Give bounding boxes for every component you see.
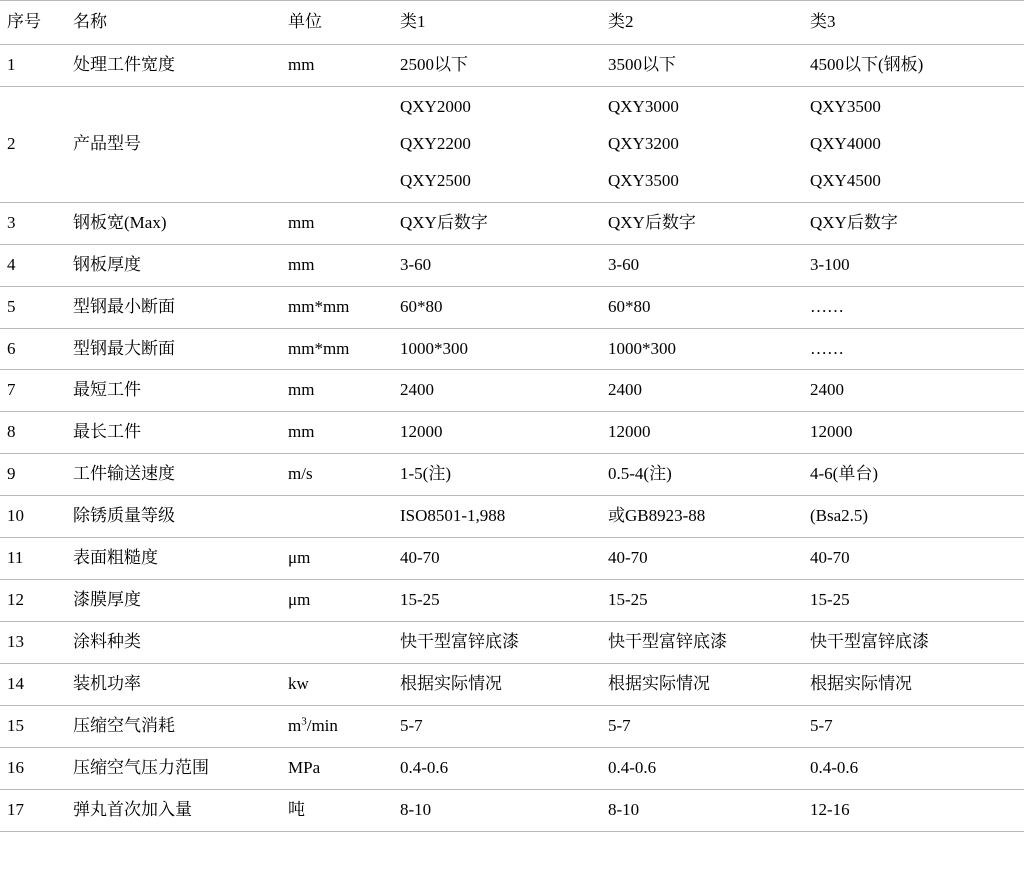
row-value-class3: 快干型富锌底漆 — [803, 622, 1024, 664]
row-name: 压缩空气压力范围 — [66, 747, 281, 789]
table-row — [0, 286, 1024, 328]
row-value-class2: 2400 — [601, 370, 803, 412]
row-value-class1: 8-10 — [393, 789, 601, 831]
row-value-class2: 0.4-0.6 — [601, 747, 803, 789]
row-unit: mm*mm — [281, 286, 393, 328]
row-unit: μm — [281, 580, 393, 622]
row-name: 工件输送速度 — [66, 454, 281, 496]
row-unit: mm — [281, 244, 393, 286]
row-value-class3: 4-6(单台) — [803, 454, 1024, 496]
row-no: 6 — [0, 328, 66, 370]
row-unit — [281, 86, 393, 202]
row-no: 17 — [0, 789, 66, 831]
model-item: QXY3000 — [608, 96, 679, 116]
row-value-class2 — [601, 86, 803, 202]
row-value-class1: 2500以下 — [393, 44, 601, 86]
row-value-class3 — [803, 86, 1024, 202]
table-row — [0, 747, 1024, 789]
row-value-class1: 0.4-0.6 — [393, 747, 601, 789]
row-unit: 吨 — [281, 789, 393, 831]
row-value-class3: …… — [803, 286, 1024, 328]
table-row — [0, 496, 1024, 538]
row-value-class2: 快干型富锌底漆 — [601, 622, 803, 664]
row-value-class1: QXY后数字 — [393, 202, 601, 244]
table-row — [0, 622, 1024, 664]
row-name: 表面粗糙度 — [66, 538, 281, 580]
row-value-class2: 40-70 — [601, 538, 803, 580]
row-value-class1: 5-7 — [393, 705, 601, 747]
row-unit: m/s — [281, 454, 393, 496]
table-row — [0, 244, 1024, 286]
row-value-class1: 12000 — [393, 412, 601, 454]
row-unit: MPa — [281, 747, 393, 789]
model-item: QXY2500 — [400, 170, 471, 190]
row-name: 弹丸首次加入量 — [66, 789, 281, 831]
row-value-class2: 3-60 — [601, 244, 803, 286]
row-name: 压缩空气消耗 — [66, 705, 281, 747]
row-value-class1: 60*80 — [393, 286, 601, 328]
row-value-class1: 3-60 — [393, 244, 601, 286]
row-value-class3: …… — [803, 328, 1024, 370]
table-row — [0, 370, 1024, 412]
row-name: 钢板厚度 — [66, 244, 281, 286]
row-no: 7 — [0, 370, 66, 412]
model-item: QXY3200 — [608, 133, 679, 153]
row-no: 2 — [0, 86, 66, 202]
column-header-name: 名称 — [66, 1, 281, 45]
row-value-class1: ISO8501-1,988 — [393, 496, 601, 538]
model-item: QXY4000 — [810, 133, 881, 153]
row-no: 11 — [0, 538, 66, 580]
row-value-class2: 或GB8923-88 — [601, 496, 803, 538]
row-value-class1: 根据实际情况 — [393, 664, 601, 706]
row-no: 10 — [0, 496, 66, 538]
row-value-class3: QXY后数字 — [803, 202, 1024, 244]
table-row — [0, 664, 1024, 706]
row-no: 12 — [0, 580, 66, 622]
table-row — [0, 580, 1024, 622]
row-value-class1 — [393, 86, 601, 202]
row-unit: mm — [281, 412, 393, 454]
row-name: 钢板宽(Max) — [66, 202, 281, 244]
table-row — [0, 86, 1024, 202]
column-header-class2: 类2 — [601, 1, 803, 45]
row-value-class3: 12-16 — [803, 789, 1024, 831]
table-row — [0, 412, 1024, 454]
column-header-no: 序号 — [0, 1, 66, 45]
row-name: 最长工件 — [66, 412, 281, 454]
row-name: 涂料种类 — [66, 622, 281, 664]
table-header-row — [0, 1, 1024, 45]
row-value-class1: 快干型富锌底漆 — [393, 622, 601, 664]
row-unit: mm*mm — [281, 328, 393, 370]
row-value-class3: 12000 — [803, 412, 1024, 454]
model-item: QXY2000 — [400, 96, 471, 116]
row-value-class3: 4500以下(钢板) — [803, 44, 1024, 86]
row-value-class3: 5-7 — [803, 705, 1024, 747]
row-no: 13 — [0, 622, 66, 664]
row-name: 除锈质量等级 — [66, 496, 281, 538]
table-row — [0, 705, 1024, 747]
row-value-class2: 8-10 — [601, 789, 803, 831]
row-name: 型钢最小断面 — [66, 286, 281, 328]
table-row — [0, 44, 1024, 86]
row-value-class2: 3500以下 — [601, 44, 803, 86]
row-value-class2: 根据实际情况 — [601, 664, 803, 706]
row-name: 最短工件 — [66, 370, 281, 412]
row-unit: mm — [281, 44, 393, 86]
row-unit: μm — [281, 538, 393, 580]
table-row — [0, 789, 1024, 831]
model-item: QXY3500 — [608, 170, 679, 190]
row-name: 装机功率 — [66, 664, 281, 706]
table-row — [0, 202, 1024, 244]
row-no: 3 — [0, 202, 66, 244]
row-value-class2: 5-7 — [601, 705, 803, 747]
row-value-class2: 1000*300 — [601, 328, 803, 370]
row-no: 16 — [0, 747, 66, 789]
column-header-class3: 类3 — [803, 1, 1024, 45]
row-value-class2: 15-25 — [601, 580, 803, 622]
row-value-class3: 3-100 — [803, 244, 1024, 286]
row-value-class3: 15-25 — [803, 580, 1024, 622]
row-value-class2: 12000 — [601, 412, 803, 454]
row-unit — [281, 622, 393, 664]
row-name: 漆膜厚度 — [66, 580, 281, 622]
table-row — [0, 454, 1024, 496]
row-value-class3: 0.4-0.6 — [803, 747, 1024, 789]
row-value-class2: 0.5-4(注) — [601, 454, 803, 496]
row-unit — [281, 705, 393, 747]
unit-tail: /min — [306, 715, 338, 735]
table-row — [0, 538, 1024, 580]
row-no: 15 — [0, 705, 66, 747]
row-value-class3: (Bsa2.5) — [803, 496, 1024, 538]
row-value-class3: 2400 — [803, 370, 1024, 412]
row-value-class1: 2400 — [393, 370, 601, 412]
model-item: QXY3500 — [810, 96, 881, 116]
column-header-class1: 类1 — [393, 1, 601, 45]
row-name: 型钢最大断面 — [66, 328, 281, 370]
row-value-class2: 60*80 — [601, 286, 803, 328]
table-row — [0, 328, 1024, 370]
row-unit: mm — [281, 202, 393, 244]
row-value-class3: 根据实际情况 — [803, 664, 1024, 706]
row-value-class1: 1000*300 — [393, 328, 601, 370]
row-no: 8 — [0, 412, 66, 454]
row-value-class2: QXY后数字 — [601, 202, 803, 244]
row-no: 1 — [0, 44, 66, 86]
row-value-class1: 1-5(注) — [393, 454, 601, 496]
row-unit: mm — [281, 370, 393, 412]
row-name: 产品型号 — [66, 86, 281, 202]
unit-base: m — [288, 715, 302, 735]
model-item: QXY2200 — [400, 133, 471, 153]
row-no: 4 — [0, 244, 66, 286]
row-no: 5 — [0, 286, 66, 328]
row-unit: kw — [281, 664, 393, 706]
row-value-class1: 15-25 — [393, 580, 601, 622]
model-item: QXY4500 — [810, 170, 881, 190]
unit-exponent: 3 — [301, 715, 307, 728]
row-unit — [281, 496, 393, 538]
row-no: 14 — [0, 664, 66, 706]
row-no: 9 — [0, 454, 66, 496]
row-name: 处理工件宽度 — [66, 44, 281, 86]
row-value-class1: 40-70 — [393, 538, 601, 580]
row-value-class3: 40-70 — [803, 538, 1024, 580]
column-header-unit: 单位 — [281, 1, 393, 45]
